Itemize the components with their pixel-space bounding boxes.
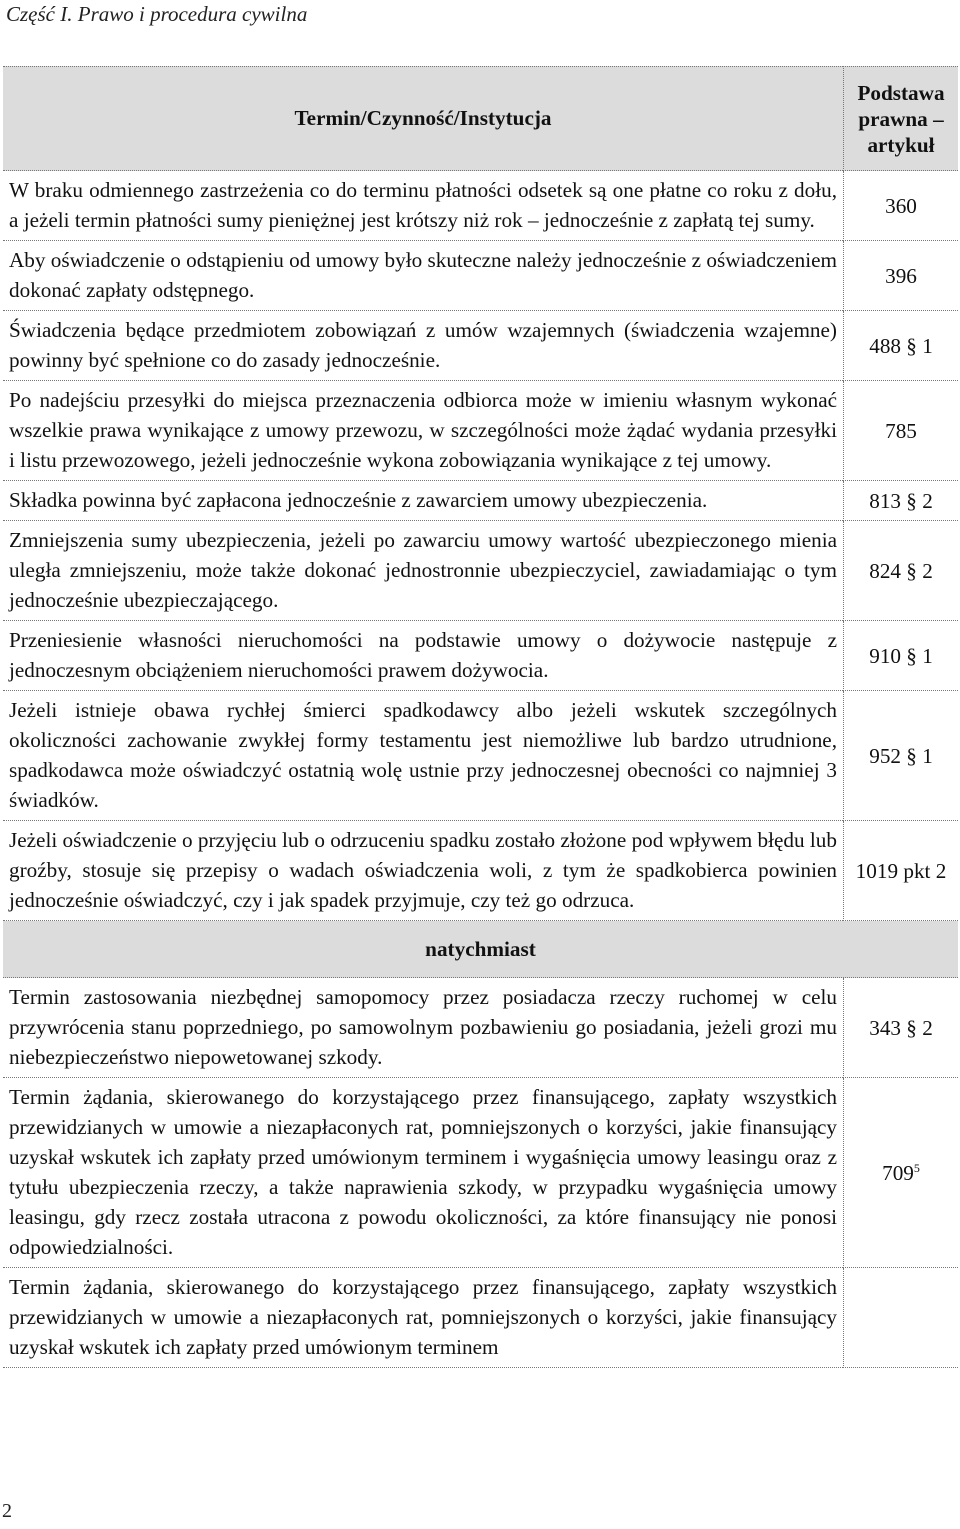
row-ref: 824 § 2 [843,521,958,621]
row-ref [843,1268,958,1368]
table-row [3,621,958,691]
row-ref: 785 [843,381,958,481]
row-text: Przeniesienie własności nieruchomości na podstawie umowy o dożywocie następuje z jednoczesnym obciążeniem nieruchomości prawem dożywocia. [3,621,843,691]
law-table [3,66,958,1368]
header-term: Termin/Czynność/Instytucja [3,66,843,171]
row-text: Jeżeli oświadczenie o przyjęciu lub o odrzuceniu spadku zostało złożone pod wpływem błędu lub groźby, stosuje się przepisy o wadach oświadczenia woli, z tym że spadkobierca powinien jednocześnie oświadczyć, czy i jak spadek przyjmuje, czy też go odrzuca. [3,821,843,921]
table-row [3,311,958,381]
row-ref: 360 [843,171,958,241]
row-text: Świadczenia będące przedmiotem zobowiązań z umów wzajemnych (świadczenia wzajemne) powinny być spełnione co do zasady jednocześnie. [3,311,843,381]
table-row [3,821,958,921]
header-legal-basis: Podstawa prawna – artykuł [843,66,958,171]
row-ref: 343 § 2 [843,978,958,1078]
table-row [3,978,958,1078]
running-head: Część I. Prawo i procedura cywilna [6,2,308,26]
row-ref-superscript: 5 [913,1160,920,1175]
row-text: Po nadejściu przesyłki do miejsca przeznaczenia odbiorca może w imieniu własnym wykonać wszelkie prawa wynikające z umowy przewozu, w szczególności może żądać wydania przesyłki i listu przewozowego, jeżeli jednocześnie wykona zobowiązania wynikające z tej umowy. [3,381,843,481]
row-text: Aby oświadczenie o odstąpieniu od umowy było skuteczne należy jednocześnie z oświadczeniem dokonać zapłaty odstępnego. [3,241,843,311]
row-ref: 952 § 1 [843,691,958,821]
table-row [3,691,958,821]
row-ref: 910 § 1 [843,621,958,691]
row-ref [843,1078,958,1268]
table-row [3,241,958,311]
table-row [3,171,958,241]
row-text: Zmniejszenia sumy ubezpieczenia, jeżeli po zawarciu umowy wartość ubezpieczonego mienia uległa zmniejszeniu, może także dokonać jednostronnie ubezpieczyciel, zawiadamiając o tym jednocześnie ubezpieczającego. [3,521,843,621]
table-row [3,1078,958,1268]
row-ref: 488 § 1 [843,311,958,381]
table-row [3,521,958,621]
row-text: Składka powinna być zapłacona jednocześnie z zawarciem umowy ubezpieczenia. [3,481,843,521]
table-row [3,481,958,521]
row-ref: 1019 pkt 2 [843,821,958,921]
table-row [3,381,958,481]
row-text: Termin zastosowania niezbędnej samopomocy przez posiadacza rzeczy ruchomej w celu przywrócenia stanu poprzedniego, po samowolnym pozbawieniu go posiadania, jeżeli grozi mu niebezpieczeństwo niepowetowanej szkody. [3,978,843,1078]
table-header-row [3,66,958,171]
row-text: Termin żądania, skierowanego do korzystającego przez finansującego, zapłaty wszystkich przewidzianych w umowie a niezapłaconych rat, pomniejszonych o korzyści, jakie finansujący uzyskał wskutek ich zapłaty przed umówionym terminem [3,1268,843,1368]
row-text: W braku odmiennego zastrzeżenia co do terminu płatności odsetek są one płatne co roku z dołu, a jeżeli termin płatności sumy pieniężnej jest krótszy niż rok – jednocześnie z zapłatą tej sumy. [3,171,843,241]
table-row [3,1268,958,1368]
row-text: Termin żądania, skierowanego do korzystającego przez finansującego, zapłaty wszystkich przewidzianych w umowie a niezapłaconych rat, pomniejszonych o korzyści, jakie finansujący uzyskał wskutek ich zapłaty przed umówionym terminem i wygaśnięcia umowy leasingu oraz z tytułu ubezpieczenia rzeczy, a także naprawienia szkody, w przypadku wygaśnięcia umowy leasingu, gdy rzecz została utracona z powodu okoliczności, za które finansujący nie ponosi odpowiedzialności. [3,1078,843,1268]
section-heading-row [3,921,958,978]
page-number: 2 [2,1500,12,1522]
row-ref-number: 709 [882,1160,914,1185]
section-heading: natychmiast [3,921,958,978]
row-ref: 813 § 2 [843,481,958,521]
row-ref: 396 [843,241,958,311]
row-text: Jeżeli istnieje obawa rychłej śmierci spadkodawcy albo jeżeli wskutek szczególnych okoliczności zachowanie zwykłej formy testamentu jest niemożliwe lub bardzo utrudnione, spadkodawca może oświadczyć ostatnią wolę ustnie przy jednoczesnej obecności co najmniej 3 świadków. [3,691,843,821]
